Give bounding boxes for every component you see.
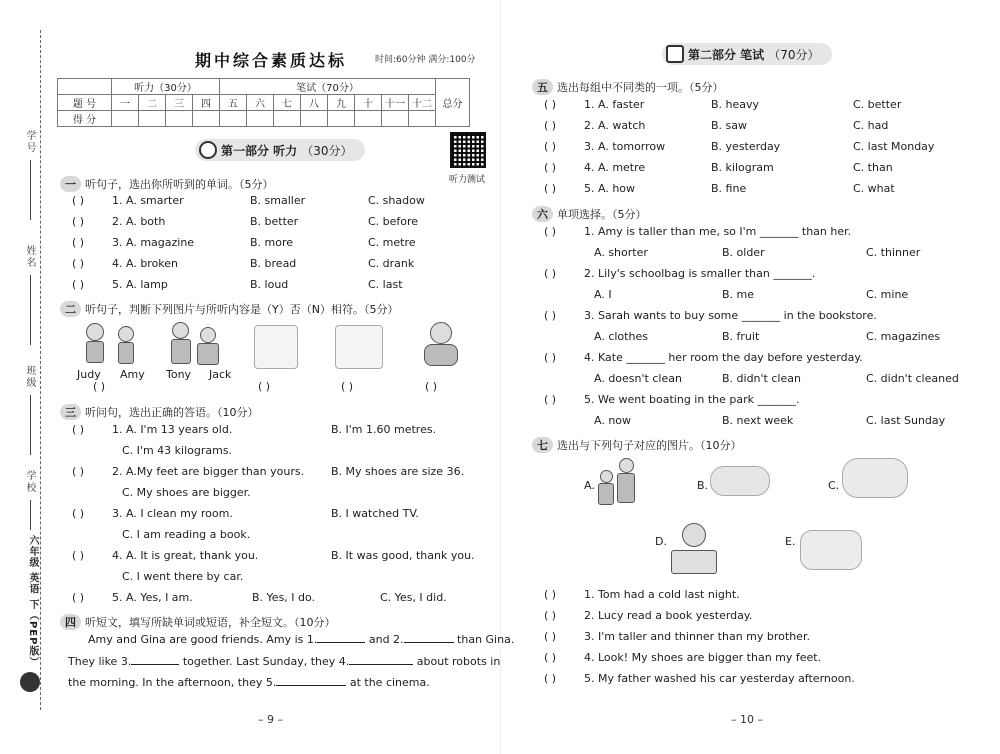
option-a: 4. A. metre (584, 161, 646, 174)
question-text: 3. Sarah wants to buy some _______ in the bookstore. (584, 309, 877, 322)
q4-instruction: 听短文，填写所缺单词或短语，补全短文。（10分） (85, 616, 336, 629)
option-b: B. kilogram (711, 161, 774, 174)
option-a: 5. A. Yes, I am. (112, 591, 193, 604)
sentence-text: 2. Lucy read a book yesterday. (584, 609, 753, 622)
option-b: B. didn't clean (722, 372, 801, 385)
col-header: 九 (328, 95, 355, 111)
answer-paren[interactable]: ( ) (72, 278, 85, 291)
option-c: C. metre (368, 236, 416, 249)
score-cell[interactable] (382, 111, 409, 127)
student-number-label: 学号 (24, 130, 35, 154)
option-a: 3. A. I clean my room. (112, 507, 233, 520)
option-b: B. loud (250, 278, 289, 291)
passage-line-2 (68, 655, 500, 668)
option-a: 3. A. magazine (112, 236, 195, 249)
score-cell[interactable] (274, 111, 301, 127)
passage-text: about robots in (413, 655, 501, 668)
score-cell[interactable] (166, 111, 193, 127)
answer-paren[interactable]: ( ) (72, 194, 85, 207)
option-b: B. saw (711, 119, 748, 132)
blank-1[interactable] (317, 642, 365, 643)
sick-in-bed-picture (842, 458, 908, 498)
big-shoes-picture (800, 530, 862, 570)
answer-paren[interactable]: ( ) (544, 351, 557, 364)
name-line (30, 275, 31, 345)
option-c: C. before (368, 215, 419, 228)
option-b: B. smaller (250, 194, 306, 207)
student-number-line (30, 160, 31, 220)
answer-paren[interactable]: ( ) (72, 423, 85, 436)
option-a: 2. A. watch (584, 119, 646, 132)
col-header: 十 (355, 95, 382, 111)
q6-instruction: 单项选择。（5分） (557, 208, 647, 221)
answer-paren[interactable]: ( ) (93, 380, 106, 393)
pen-icon (666, 45, 684, 63)
answer-paren[interactable]: ( ) (544, 225, 557, 238)
option-c: C. magazines (866, 330, 941, 343)
option-c: C. last Monday (853, 140, 935, 153)
score-cell[interactable] (112, 111, 139, 127)
passage-line-3 (68, 676, 430, 689)
passage-text: and 2. (365, 633, 404, 646)
option-a: A. shorter (594, 246, 648, 259)
class-label: 班级 (24, 365, 35, 389)
col-header: 三 (166, 95, 193, 111)
q4-header (60, 614, 336, 630)
answer-paren[interactable]: ( ) (544, 588, 557, 601)
book-spine-text: 六年级 英语 下（PEP版） (27, 535, 38, 668)
part1-banner (195, 139, 365, 161)
option-c: C. drank (368, 257, 415, 270)
q7-instruction: 选出与下列句子对应的图片。（10分） (557, 439, 742, 452)
name-label: 姓名 (24, 245, 35, 269)
q5-number: 五 (532, 79, 553, 95)
part2-points: （70分） (768, 47, 820, 62)
option-b: B. older (722, 246, 765, 259)
option-b: B. I watched TV. (331, 507, 419, 520)
answer-paren[interactable]: ( ) (72, 507, 85, 520)
answer-paren[interactable]: ( ) (544, 309, 557, 322)
pic-label-d: D. (655, 535, 667, 548)
answer-paren[interactable]: ( ) (72, 465, 85, 478)
q1-number: 一 (60, 176, 81, 192)
option-c: C. thinner (866, 246, 921, 259)
option-c: C. better (853, 98, 902, 111)
q7-number: 七 (532, 437, 553, 453)
option-c: C. My shoes are bigger. (122, 486, 251, 499)
option-c: C. last Sunday (866, 414, 946, 427)
option-b: B. yesterday (711, 140, 781, 153)
passage-text: They like 3. (68, 655, 132, 668)
school-label: 学校 (24, 470, 35, 494)
blank-5[interactable] (276, 685, 346, 686)
passage-text: Amy and Gina are good friends. Amy is 1. (88, 633, 318, 646)
answer-paren[interactable]: ( ) (544, 672, 557, 685)
pic-label-a: A. (584, 479, 595, 492)
answer-paren[interactable]: ( ) (544, 161, 557, 174)
option-b: B. better (250, 215, 299, 228)
option-a: A. doesn't clean (594, 372, 682, 385)
option-a: 2. A.My feet are bigger than yours. (112, 465, 305, 478)
option-b: B. heavy (711, 98, 760, 111)
col-header: 十二 (409, 95, 436, 111)
pic-label-e: E. (785, 535, 796, 548)
q3-instruction: 听问句，选出正确的答语。（10分） (85, 406, 259, 419)
answer-paren[interactable]: ( ) (72, 549, 85, 562)
exam-meta: 时间:60分钟 满分:100分 (375, 55, 476, 65)
passage-text: the morning. In the afternoon, they 5. (68, 676, 277, 689)
option-a: 1. A. I'm 13 years old. (112, 423, 233, 436)
option-c: C. Yes, I did. (380, 591, 447, 604)
part2-banner (662, 43, 832, 65)
total-score-header: 总分 (436, 79, 470, 127)
score-cell[interactable] (193, 111, 220, 127)
score-cell[interactable] (301, 111, 328, 127)
option-c: C. what (853, 182, 895, 195)
score-row-label: 得 分 (58, 111, 112, 127)
listening-header: 听力（30分） (112, 79, 220, 95)
score-cell[interactable] (409, 111, 436, 127)
option-a: 5. A. how (584, 182, 636, 195)
q1-header (60, 176, 274, 192)
answer-paren[interactable]: ( ) (544, 651, 557, 664)
option-b: B. next week (722, 414, 794, 427)
page-number-9: – 9 – (258, 713, 283, 726)
question-text: 1. Amy is taller than me, so I'm _______ than her. (584, 225, 852, 238)
option-a: 4. A. It is great, thank you. (112, 549, 259, 562)
passage-line-1 (88, 633, 514, 646)
answer-paren[interactable]: ( ) (425, 380, 438, 393)
writing-header: 笔试（70分） (220, 79, 436, 95)
q2-number: 二 (60, 301, 81, 317)
q3-number: 三 (60, 404, 81, 420)
q5-header (532, 79, 724, 95)
option-c: C. mine (866, 288, 909, 301)
sentence-text: 1. Tom had a cold last night. (584, 588, 740, 601)
question-number-label: 题 号 (58, 95, 112, 111)
answer-paren[interactable]: ( ) (544, 630, 557, 643)
col-header: 六 (247, 95, 274, 111)
option-b: B. bread (250, 257, 297, 270)
option-a: 1. A. faster (584, 98, 645, 111)
option-a: 4. A. broken (112, 257, 179, 270)
passage-text: at the cinema. (346, 676, 430, 689)
answer-paren[interactable]: ( ) (544, 609, 557, 622)
question-text: 4. Kate _______ her room the day before yesterday. (584, 351, 863, 364)
col-header: 十一 (382, 95, 409, 111)
option-a: A. now (594, 414, 632, 427)
sentence-text: 5. My father washed his car yesterday afternoon. (584, 672, 855, 685)
room-picture-2 (335, 325, 383, 369)
blank-2[interactable] (404, 642, 454, 643)
sentence-text: 4. Look! My shoes are bigger than my feet. (584, 651, 822, 664)
question-text: 5. We went boating in the park _______. (584, 393, 800, 406)
option-b: B. fruit (722, 330, 760, 343)
option-b: B. I'm 1.60 metres. (331, 423, 437, 436)
answer-paren[interactable]: ( ) (544, 98, 557, 111)
col-header: 八 (301, 95, 328, 111)
option-c: C. last (368, 278, 403, 291)
option-a: 1. A. smarter (112, 194, 184, 207)
qr-label: 听力测试 (449, 175, 486, 185)
col-header: 一 (112, 95, 139, 111)
answer-paren[interactable]: ( ) (544, 267, 557, 280)
option-b: B. It was good, thank you. (331, 549, 475, 562)
name-amy: Amy (120, 368, 145, 381)
option-b: B. more (250, 236, 294, 249)
part1-title: 第一部分 听力 (221, 143, 298, 158)
blank-4[interactable] (349, 664, 413, 665)
binding-cut-line (40, 30, 41, 710)
answer-paren[interactable]: ( ) (544, 393, 557, 406)
part2-title: 第二部分 笔试 (688, 47, 765, 62)
score-table-corner (58, 79, 112, 95)
answer-paren[interactable]: ( ) (72, 591, 85, 604)
question-text: 2. Lily's schoolbag is smaller than _______. (584, 267, 816, 280)
score-cell[interactable] (328, 111, 355, 127)
school-line (30, 500, 31, 530)
q4-number: 四 (60, 614, 81, 630)
option-c: C. than (853, 161, 893, 174)
score-cell[interactable] (247, 111, 274, 127)
q6-header (532, 206, 647, 222)
answer-paren[interactable]: ( ) (72, 236, 85, 249)
passage-text: than Gina. (453, 633, 515, 646)
class-line (30, 395, 31, 455)
col-header: 五 (220, 95, 247, 111)
q3-header (60, 404, 259, 420)
option-c: C. I am reading a book. (122, 528, 251, 541)
q2-header (60, 301, 398, 317)
q1-instruction: 听句子，选出你所听到的单词。（5分） (85, 178, 274, 191)
q2-instruction: 听句子，判断下列图片与所听内容是（Y）否（N）相符。（5分） (85, 303, 399, 316)
option-b: B. fine (711, 182, 747, 195)
q5-instruction: 选出每组中不同类的一项。（5分） (557, 81, 724, 94)
q6-number: 六 (532, 206, 553, 222)
answer-paren[interactable]: ( ) (72, 257, 85, 270)
col-header: 七 (274, 95, 301, 111)
option-a: 5. A. lamp (112, 278, 168, 291)
option-c: C. I'm 43 kilograms. (122, 444, 233, 457)
car-washing-picture (710, 466, 770, 496)
page-number-10: – 10 – (731, 713, 763, 726)
option-c: C. I went there by car. (122, 570, 244, 583)
option-b: B. Yes, I do. (252, 591, 316, 604)
score-cell[interactable] (355, 111, 382, 127)
score-cell[interactable] (220, 111, 247, 127)
pic-label-c: C. (828, 479, 840, 492)
option-a: 2. A. both (112, 215, 166, 228)
col-header: 四 (193, 95, 220, 111)
answer-paren[interactable]: ( ) (258, 380, 271, 393)
option-c: C. shadow (368, 194, 425, 207)
option-c: C. had (853, 119, 889, 132)
pic-label-b: B. (697, 479, 709, 492)
score-table (57, 78, 470, 127)
option-a: 3. A. tomorrow (584, 140, 666, 153)
room-picture-1 (254, 325, 298, 369)
option-a: A. clothes (594, 330, 648, 343)
blank-3[interactable] (131, 664, 179, 665)
name-judy: Judy (77, 368, 101, 381)
qr-code-icon[interactable] (450, 132, 486, 168)
option-c: C. didn't cleaned (866, 372, 959, 385)
name-jack: Jack (209, 368, 232, 381)
passage-text: together. Last Sunday, they 4. (179, 655, 350, 668)
option-b: B. me (722, 288, 755, 301)
col-header: 二 (139, 95, 166, 111)
exam-title: 期中综合素质达标 (195, 51, 348, 70)
sentence-text: 3. I'm taller and thinner than my brother. (584, 630, 810, 643)
answer-paren[interactable]: ( ) (544, 140, 557, 153)
answer-paren[interactable]: ( ) (544, 182, 557, 195)
answer-paren[interactable]: ( ) (72, 215, 85, 228)
headphones-icon (199, 141, 217, 159)
publisher-logo-icon (20, 672, 40, 692)
part1-points: （30分） (301, 143, 353, 158)
option-b: B. My shoes are size 36. (331, 465, 465, 478)
name-tony: Tony (166, 368, 192, 381)
score-cell[interactable] (139, 111, 166, 127)
option-a: A. I (594, 288, 612, 301)
answer-paren[interactable]: ( ) (544, 119, 557, 132)
answer-paren[interactable]: ( ) (341, 380, 354, 393)
q7-header (532, 437, 742, 453)
